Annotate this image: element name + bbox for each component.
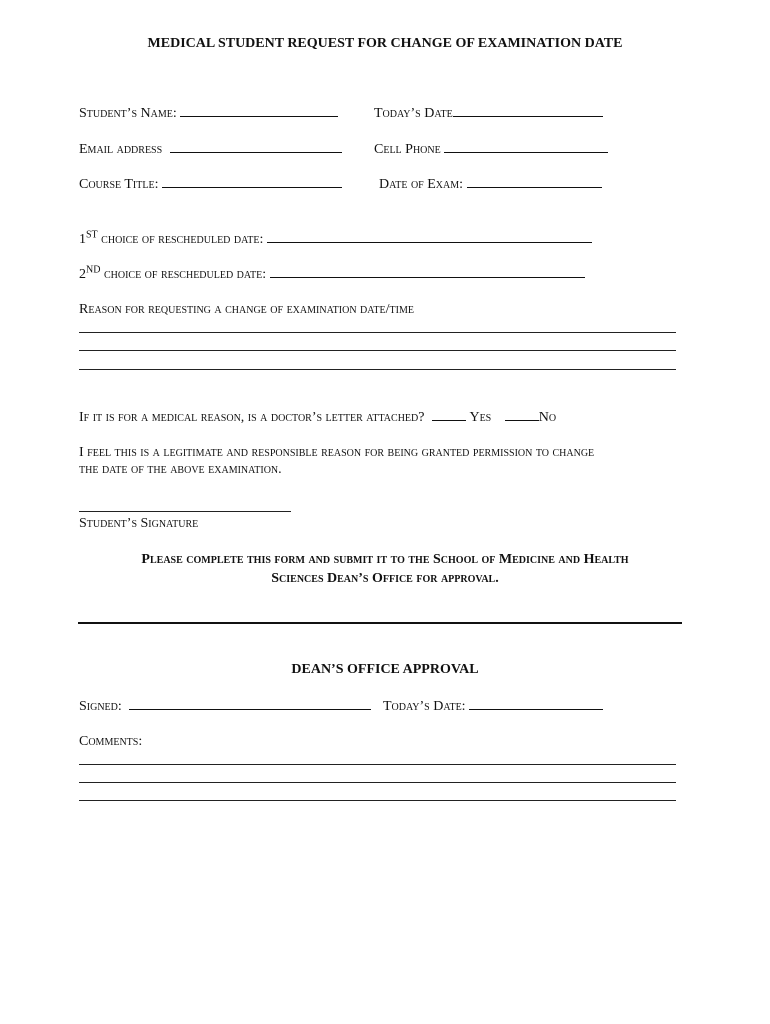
email-label: Email address: [79, 142, 163, 157]
dean-comments-label: Comments:: [79, 734, 143, 749]
student-name-row: [79, 104, 338, 123]
choice2-label: choice of rescheduled date:: [103, 267, 267, 282]
statement-line-2: the date of the above examination.: [79, 462, 282, 477]
todays-date-label: Today’s Date: [374, 106, 453, 121]
comments-line-1[interactable]: [79, 764, 676, 765]
dean-signed-label: Signed:: [79, 699, 122, 714]
cell-phone-field[interactable]: [444, 140, 608, 153]
choice2-field[interactable]: [270, 265, 585, 278]
student-name-field[interactable]: [180, 104, 338, 117]
section-divider: [78, 622, 682, 624]
todays-date-field[interactable]: [453, 104, 603, 117]
email-row: [79, 140, 342, 159]
dean-approval-title: DEAN’S OFFICE APPROVAL: [291, 662, 479, 677]
yes-label: Yes: [469, 410, 492, 425]
date-of-exam-field[interactable]: [467, 175, 602, 188]
reason-label: Reason for requesting a change of examination date/time: [79, 302, 414, 317]
reason-line-1[interactable]: [79, 332, 676, 333]
form-title: MEDICAL STUDENT REQUEST FOR CHANGE OF EXAMINATION DATE: [147, 36, 623, 51]
medical-question-label: If it is for a medical reason, is a doctor’s letter attached?: [79, 410, 425, 425]
dean-signed-field[interactable]: [129, 697, 371, 710]
course-title-label: Course Title:: [79, 177, 159, 192]
email-field[interactable]: [170, 140, 342, 153]
student-signature-line[interactable]: [79, 511, 291, 512]
no-label: No: [538, 410, 557, 425]
medical-question-row: [79, 408, 556, 427]
course-title-row: [79, 175, 342, 194]
yes-blank[interactable]: [432, 408, 466, 421]
date-of-exam-label: Date of Exam:: [379, 177, 463, 192]
choice1-row: [79, 226, 592, 249]
cell-phone-row: [374, 140, 608, 159]
dean-date-field[interactable]: [469, 697, 603, 710]
comments-line-2[interactable]: [79, 782, 676, 783]
submit-note-line-2: Sciences Dean’s Office for approval.: [271, 571, 499, 586]
no-blank[interactable]: [505, 408, 539, 421]
choice2-suffix: nd: [86, 261, 101, 277]
reason-line-3[interactable]: [79, 369, 676, 370]
statement-line-1: I feel this is a legitimate and responsible reason for being granted permission to change: [79, 445, 595, 460]
dean-signed-row: [79, 697, 371, 716]
dean-date-row: [383, 697, 603, 716]
student-signature-label: Student’s Signature: [79, 516, 199, 531]
dean-date-label: Today’s Date:: [383, 699, 466, 714]
reason-line-2[interactable]: [79, 350, 676, 351]
submit-note-line-1: Please complete this form and submit it to the School of Medicine and Health: [141, 552, 629, 567]
choice1-field[interactable]: [267, 230, 592, 243]
todays-date-row: [374, 104, 603, 123]
choice1-suffix: st: [86, 226, 98, 242]
choice2-row: [79, 261, 585, 284]
choice1-label: choice of rescheduled date:: [101, 232, 264, 247]
cell-phone-label: Cell Phone: [374, 142, 441, 157]
choice1-number: 1: [79, 232, 86, 247]
course-title-field[interactable]: [162, 175, 342, 188]
comments-line-3[interactable]: [79, 800, 676, 801]
choice2-number: 2: [79, 267, 86, 282]
date-of-exam-row: [379, 175, 602, 194]
student-name-label: Student’s Name:: [79, 106, 177, 121]
